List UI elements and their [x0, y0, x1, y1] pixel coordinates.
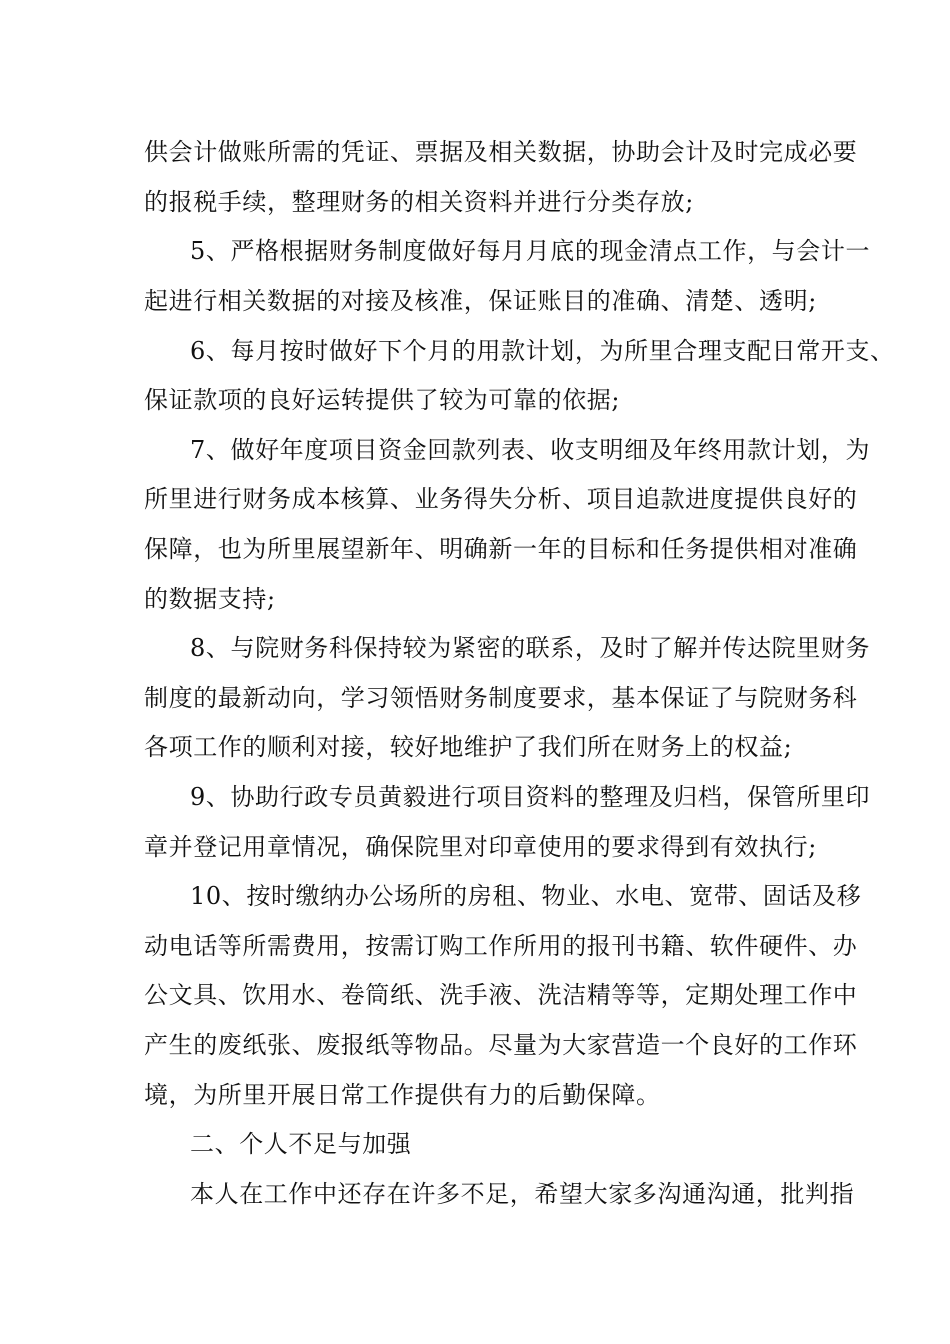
text-line: 的数据支持;	[144, 585, 276, 613]
text-line: 6、每月按时做好下个月的用款计划，为所里合理支配日常开支、	[190, 337, 895, 365]
text-line: 章并登记用章情况，确保院里对印章使用的要求得到有效执行;	[144, 833, 817, 861]
text-line: 供会计做账所需的凭证、票据及相关数据，协助会计及时完成必要	[144, 138, 858, 166]
section-heading: 二、个人不足与加强	[190, 1130, 412, 1158]
text-line: 10、按时缴纳办公场所的房租、物业、水电、宽带、固话及移	[190, 882, 862, 910]
text-line: 9、协助行政专员黄毅进行项目资料的整理及归档，保管所里印	[190, 783, 871, 811]
text-line: 本人在工作中还存在许多不足，希望大家多沟通沟通，批判指	[190, 1180, 855, 1208]
text-line: 动电话等所需费用，按需订购工作所用的报刊书籍、软件硬件、办	[144, 932, 858, 960]
text-line: 8、与院财务科保持较为紧密的联系，及时了解并传达院里财务	[190, 634, 871, 662]
text-line: 起进行相关数据的对接及核准，保证账目的准确、清楚、透明;	[144, 287, 817, 315]
text-line: 7、做好年度项目资金回款列表、收支明细及年终用款计划，为	[190, 436, 871, 464]
text-line: 的报税手续，整理财务的相关资料并进行分类存放;	[144, 188, 694, 216]
text-line: 制度的最新动向，学习领悟财务制度要求，基本保证了与院财务科	[144, 684, 858, 712]
text-line: 所里进行财务成本核算、业务得失分析、项目追款进度提供良好的	[144, 485, 858, 513]
text-line: 保障，也为所里展望新年、明确新一年的目标和任务提供相对准确	[144, 535, 858, 563]
text-line: 5、严格根据财务制度做好每月月底的现金清点工作，与会计一	[190, 237, 871, 265]
text-line: 境，为所里开展日常工作提供有力的后勤保障。	[144, 1081, 661, 1109]
text-line: 公文具、饮用水、卷筒纸、洗手液、洗洁精等等，定期处理工作中	[144, 981, 858, 1009]
text-line: 保证款项的良好运转提供了较为可靠的依据;	[144, 386, 621, 414]
text-line: 产生的废纸张、废报纸等物品。尽量为大家营造一个良好的工作环	[144, 1031, 858, 1059]
text-line: 各项工作的顺利对接，较好地维护了我们所在财务上的权益;	[144, 733, 793, 761]
